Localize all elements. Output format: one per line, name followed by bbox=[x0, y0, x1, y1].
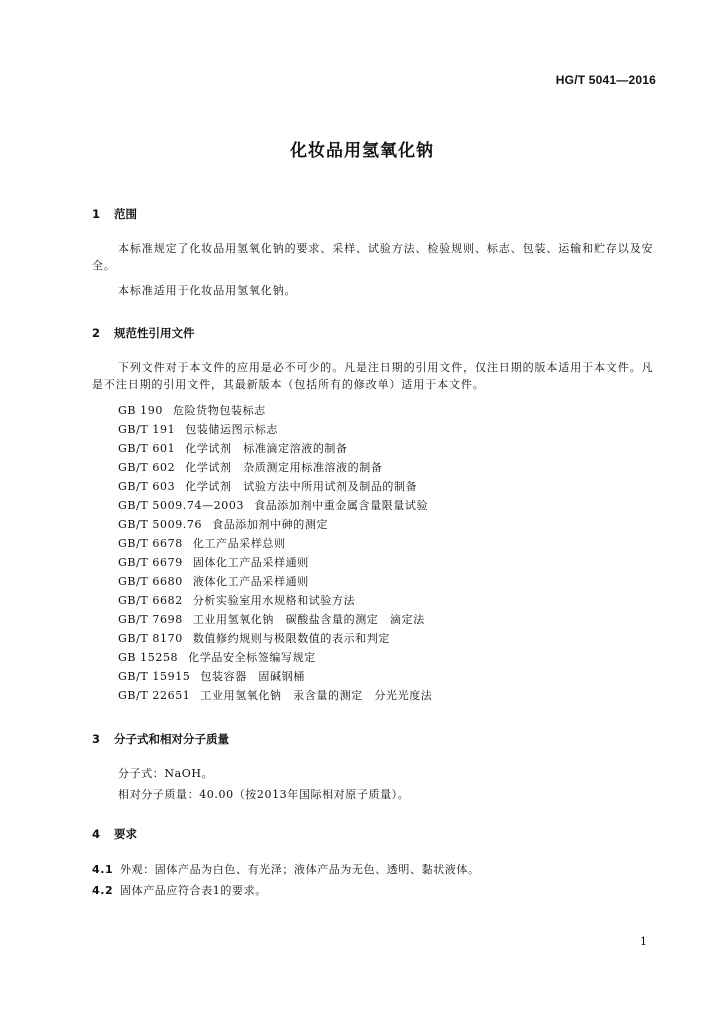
reference-title: 化学品安全标签编写规定 bbox=[188, 651, 316, 664]
reference-item bbox=[118, 554, 309, 570]
section-3-number: 3 bbox=[92, 732, 101, 746]
reference-title: 包装容器 固碱钢桶 bbox=[200, 670, 305, 683]
reference-item bbox=[118, 687, 432, 703]
section-1-para-1: 本标准规定了化妆品用氢氧化钠的要求、采样、试验方法、检验规则、标志、包装、运输和贮存以及安全。 bbox=[92, 242, 654, 272]
clause-4-2-text: 固体产品应符合表1的要求。 bbox=[120, 884, 267, 897]
reference-code: GB/T 15915 bbox=[118, 670, 191, 683]
reference-title: 化学试剂 标准滴定溶液的制备 bbox=[185, 442, 348, 455]
section-2-number: 2 bbox=[92, 326, 101, 340]
clause-4-1-text: 外观：固体产品为白色、有光泽；液体产品为无色、透明、黏状液体。 bbox=[120, 863, 480, 876]
section-4-title: 要求 bbox=[114, 827, 137, 841]
section-2-title: 规范性引用文件 bbox=[114, 326, 195, 340]
clause-4-1 bbox=[92, 861, 480, 877]
reference-item bbox=[118, 573, 309, 589]
reference-title: 分析实验室用水规格和试验方法 bbox=[192, 594, 356, 607]
reference-item bbox=[118, 421, 278, 437]
reference-code: GB/T 5009.74—2003 bbox=[118, 499, 245, 512]
reference-title: 数值修约规则与极限数值的表示和判定 bbox=[192, 632, 391, 645]
reference-code: GB/T 7698 bbox=[118, 613, 183, 626]
reference-title: 化工产品采样总则 bbox=[192, 537, 286, 550]
reference-item bbox=[118, 611, 425, 627]
reference-code: GB/T 22651 bbox=[118, 689, 191, 702]
section-1-title: 范围 bbox=[114, 207, 137, 221]
reference-item bbox=[118, 402, 266, 418]
reference-title: 固体化工产品采样通则 bbox=[192, 556, 309, 569]
reference-code: GB/T 6682 bbox=[118, 594, 183, 607]
reference-item bbox=[118, 516, 328, 532]
reference-title: 食品添加剂中砷的测定 bbox=[212, 518, 329, 531]
clause-4-1-number: 4.1 bbox=[92, 863, 114, 876]
reference-code: GB 15258 bbox=[118, 651, 179, 664]
clause-4-2-number: 4.2 bbox=[92, 884, 114, 897]
section-3-heading bbox=[92, 731, 229, 747]
reference-code: GB/T 601 bbox=[118, 442, 176, 455]
relative-molecular-mass: 相对分子质量：40.00（按2013年国际相对原子质量）。 bbox=[118, 788, 410, 801]
reference-title: 液体化工产品采样通则 bbox=[192, 575, 309, 588]
reference-code: GB/T 6680 bbox=[118, 575, 183, 588]
clause-4-2 bbox=[92, 882, 267, 898]
section-1-heading bbox=[92, 206, 137, 222]
section-2-heading bbox=[92, 325, 195, 341]
reference-item bbox=[118, 592, 355, 608]
reference-code: GB/T 6679 bbox=[118, 556, 183, 569]
section-3-title: 分子式和相对分子质量 bbox=[114, 732, 229, 746]
section-4-number: 4 bbox=[92, 827, 101, 841]
reference-title: 食品添加剂中重金属含量限量试验 bbox=[254, 499, 429, 512]
reference-code: GB/T 6678 bbox=[118, 537, 183, 550]
reference-code: GB/T 191 bbox=[118, 423, 176, 436]
reference-item bbox=[118, 440, 348, 456]
section-2-intro: 下列文件对于本文件的应用是必不可少的。凡是注日期的引用文件，仅注日期的版本适用于本文件。凡是不注日期的引用文件，其最新版本（包括所有的修改单）适用于本文件。 bbox=[92, 361, 654, 391]
section-4-heading bbox=[92, 826, 137, 842]
reference-item bbox=[118, 649, 316, 665]
reference-code: GB 190 bbox=[118, 404, 163, 417]
reference-title: 包装储运图示标志 bbox=[185, 423, 279, 436]
reference-title: 工业用氢氧化钠 汞含量的测定 分光光度法 bbox=[200, 689, 433, 702]
document-title: 化妆品用氢氧化钠 bbox=[290, 141, 434, 161]
reference-title: 化学试剂 试验方法中所用试剂及制品的制备 bbox=[185, 480, 418, 493]
molecular-formula: 分子式：NaOH。 bbox=[118, 767, 214, 780]
reference-title: 工业用氢氧化钠 碳酸盐含量的测定 滴定法 bbox=[192, 613, 425, 626]
reference-code: GB/T 8170 bbox=[118, 632, 183, 645]
section-1-para-2: 本标准适用于化妆品用氢氧化钠。 bbox=[118, 284, 297, 297]
reference-item bbox=[118, 497, 428, 513]
standard-code: HG/T 5041—2016 bbox=[555, 73, 656, 87]
reference-code: GB/T 603 bbox=[118, 480, 176, 493]
reference-code: GB/T 602 bbox=[118, 461, 176, 474]
reference-item bbox=[118, 668, 305, 684]
reference-title: 危险货物包装标志 bbox=[172, 404, 266, 417]
page-number: 1 bbox=[640, 935, 647, 948]
section-1-number: 1 bbox=[92, 207, 101, 221]
reference-item bbox=[118, 535, 286, 551]
reference-item bbox=[118, 459, 382, 475]
reference-item bbox=[118, 630, 390, 646]
reference-item bbox=[118, 478, 417, 494]
reference-title: 化学试剂 杂质测定用标准溶液的制备 bbox=[185, 461, 383, 474]
reference-code: GB/T 5009.76 bbox=[118, 518, 203, 531]
